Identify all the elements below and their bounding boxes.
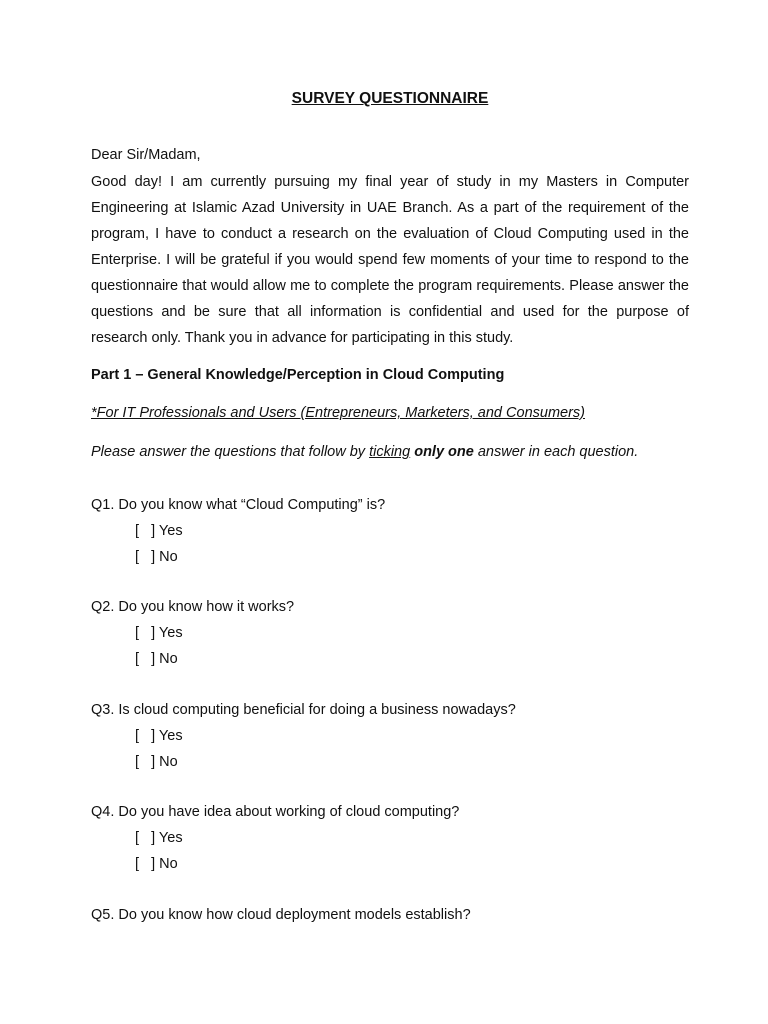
instruction-tail: answer in each question. xyxy=(473,444,639,460)
q4-option-no[interactable]: [ ] No xyxy=(135,856,178,872)
q2-option-no[interactable]: [ ] No xyxy=(135,651,178,667)
question-4: Q4. Do you have idea about working of cloud computing? xyxy=(91,804,460,820)
instruction-only-one: only one xyxy=(414,444,474,460)
q2-option-yes[interactable]: [ ] Yes xyxy=(135,625,183,641)
audience-note: *For IT Professionals and Users (Entrepreneurs, Marketers, and Consumers) xyxy=(91,405,585,421)
q4-option-yes[interactable]: [ ] Yes xyxy=(135,830,183,846)
question-1: Q1. Do you know what “Cloud Computing” is? xyxy=(91,497,386,513)
document-title: SURVEY QUESTIONNAIRE xyxy=(291,90,489,107)
question-5: Q5. Do you know how cloud deployment models establish? xyxy=(91,907,471,923)
q1-option-yes[interactable]: [ ] Yes xyxy=(135,523,183,539)
question-3: Q3. Is cloud computing beneficial for doing a business nowadays? xyxy=(91,702,516,718)
q1-option-no[interactable]: [ ] No xyxy=(135,549,178,565)
salutation: Dear Sir/Madam, xyxy=(91,147,201,163)
instruction-text xyxy=(91,444,638,460)
part1-heading: Part 1 – General Knowledge/Perception in Cloud Computing xyxy=(91,367,505,383)
q3-option-no[interactable]: [ ] No xyxy=(135,754,178,770)
intro-paragraph: Good day! I am currently pursuing my final year of study in my Masters in Computer Engineering at Islamic Azad University in UAE Branch. As a part of the requirement of the program, I have to conduct a research on the evaluation of Cloud Computing used in the Enterprise. I will be grateful if you would spend few moments of your time to respond to the questionnaire that would allow me to complete the program requirements. Please answer the questions and be sure that all information is confidential and used for the purpose of research only. Thank you in advance for participating in this study. xyxy=(91,174,689,346)
instruction-ticking: ticking xyxy=(369,444,411,460)
instruction-lead: Please answer the questions that follow by xyxy=(91,444,370,460)
question-2: Q2. Do you know how it works? xyxy=(91,599,295,615)
q3-option-yes[interactable]: [ ] Yes xyxy=(135,728,183,744)
